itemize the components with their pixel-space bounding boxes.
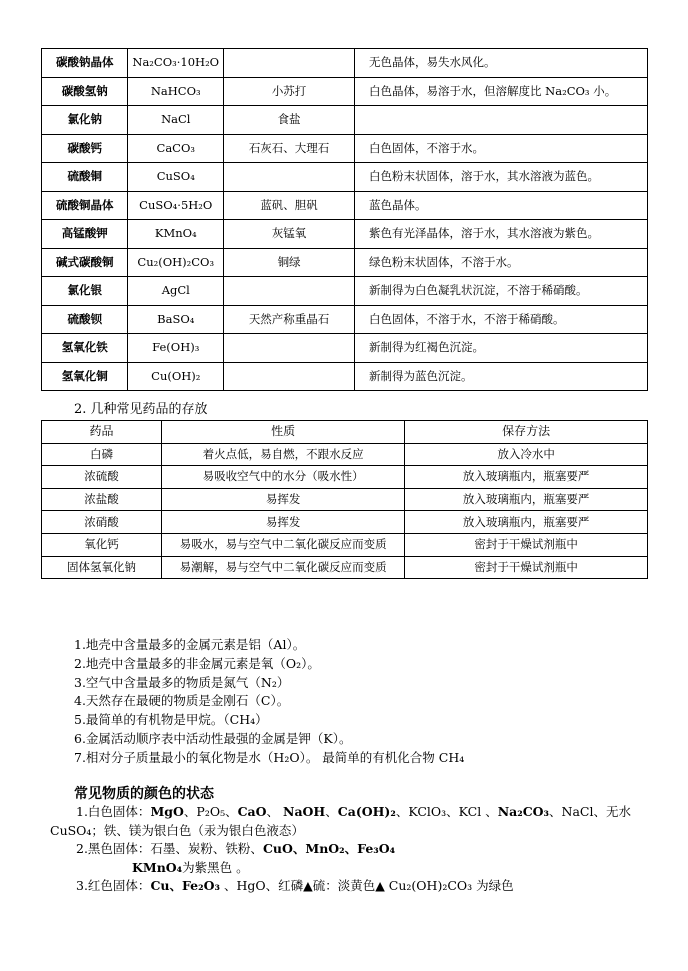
colors-section [50, 803, 650, 896]
drug-name: 氧化钙 [42, 533, 162, 556]
drug-property: 着火点低，易自燃，不跟水反应 [162, 443, 405, 466]
table-row [42, 305, 648, 334]
substance-name: 碱式碳酸铜 [42, 248, 128, 277]
substance-name: 碳酸钠晶体 [42, 49, 128, 78]
substance-formula: AgCl [128, 277, 224, 306]
substance-formula: CuSO₄ [128, 163, 224, 192]
drug-property: 易挥发 [162, 511, 405, 534]
table-row [42, 511, 648, 534]
table-row [42, 220, 648, 249]
section-title: 2. 几种常见药品的存放 [74, 402, 208, 417]
text: 、 [325, 804, 338, 819]
substance-alias: 灰锰氧 [224, 220, 355, 249]
substance-formula: Na₂CO₃·10H₂O [128, 49, 224, 78]
substance-formula: CaCO₃ [128, 134, 224, 163]
substance-name: 碳酸氢钠 [42, 77, 128, 106]
substance-name: 氯化银 [42, 277, 128, 306]
header-storage: 保存方法 [405, 421, 648, 444]
substance-description: 蓝色晶体。 [355, 191, 648, 220]
substance-formula: NaHCO₃ [128, 77, 224, 106]
substance-formula: CuSO₄·5H₂O [128, 191, 224, 220]
drug-storage: 放入玻璃瓶内，瓶塞要严 [405, 511, 648, 534]
table-row [42, 49, 648, 78]
text: 、P₂O₅、 [183, 804, 238, 819]
substance-alias: 铜绿 [224, 248, 355, 277]
substance-formula: BaSO₄ [128, 305, 224, 334]
substance-alias [224, 163, 355, 192]
substance-name: 氢氧化铜 [42, 362, 128, 391]
substance-description: 新制得为红褐色沉淀。 [355, 334, 648, 363]
storage-table [41, 420, 648, 579]
colors-heading: 常见物质的颜色的状态 [74, 786, 214, 802]
substance-description: 无色晶体，易失水风化。 [355, 49, 648, 78]
fact-item: 3.空气中含量最多的物质是氮气（N₂） [74, 674, 290, 690]
formula: NaOH [283, 804, 326, 819]
fact-item: 1.地壳中含量最多的金属元素是铝（Al）。 [74, 637, 306, 652]
table-row [42, 248, 648, 277]
drug-storage: 放入玻璃瓶内，瓶塞要严 [405, 466, 648, 489]
fact-item: 2.地壳中含量最多的非金属元素是氧（O₂）。 [74, 655, 320, 671]
fact-item: 5.最简单的有机物是甲烷。（CH₄） [74, 712, 268, 728]
substance-description: 白色粉末状固体，溶于水，其水溶液为蓝色。 [355, 163, 648, 192]
drug-name: 白磷 [42, 443, 162, 466]
drug-storage: 密封于干燥试剂瓶中 [405, 533, 648, 556]
drug-storage: 放入冷水中 [405, 443, 648, 466]
substance-formula: NaCl [128, 106, 224, 135]
table-row [42, 106, 648, 135]
substance-description: 新制得为蓝色沉淀。 [355, 362, 648, 391]
drug-name: 浓盐酸 [42, 488, 162, 511]
substance-name: 碳酸钙 [42, 134, 128, 163]
drug-storage: 密封于干燥试剂瓶中 [405, 556, 648, 579]
formula: MgO [150, 804, 184, 819]
table-row [42, 77, 648, 106]
substance-formula: KMnO₄ [128, 220, 224, 249]
substance-formula: Fe(OH)₃ [128, 334, 224, 363]
substance-name: 氢氧化铁 [42, 334, 128, 363]
table-row [42, 488, 648, 511]
text: 、NaCl、无水 [549, 804, 631, 819]
drug-storage: 放入玻璃瓶内，瓶塞要严 [405, 488, 648, 511]
fact-item: 6.金属活动顺序表中活动性最强的金属是钾（K）。 [74, 730, 352, 746]
substance-alias: 石灰石、大理石 [224, 134, 355, 163]
substance-formula: Cu₂(OH)₂CO₃ [128, 248, 224, 277]
facts-list [74, 636, 464, 768]
header-property: 性质 [162, 421, 405, 444]
table-row [42, 334, 648, 363]
text: 2.黑色固体：石墨、炭粉、铁粉、 [76, 841, 263, 857]
substance-alias [224, 334, 355, 363]
purple-black-line [50, 859, 650, 878]
substance-name: 高锰酸钾 [42, 220, 128, 249]
table-row [42, 191, 648, 220]
fact-item: 7.相对分子质量最小的氧化物是水（H₂O）。 最简单的有机化合物 CH₄ [74, 749, 465, 765]
table-row [42, 556, 648, 579]
substance-alias [224, 49, 355, 78]
red-solids-line [50, 877, 650, 896]
substance-alias: 小苏打 [224, 77, 355, 106]
text: 、 [266, 804, 284, 819]
substance-alias [224, 362, 355, 391]
text: 、KClO₃、KCl 、 [395, 804, 498, 819]
substance-name: 硫酸铜晶体 [42, 191, 128, 220]
text: 1.白色固体： [76, 804, 151, 819]
formula: CuO、MnO₂、Fe₃O₄ [262, 841, 396, 857]
substance-description: 白色固体，不溶于水，不溶于稀硝酸。 [355, 305, 648, 334]
drug-property: 易挥发 [162, 488, 405, 511]
table-row [42, 533, 648, 556]
drug-name: 固体氢氧化钠 [42, 556, 162, 579]
table-row [42, 466, 648, 489]
text: 、HgO、红磷▲硫：淡黄色▲ Cu₂(OH)₂CO₃ 为绿色 [219, 878, 514, 894]
text: 3.红色固体： [76, 878, 151, 894]
fact-item: 4.天然存在最硬的物质是金刚石（C）。 [74, 693, 290, 709]
formula: KMnO₄ [132, 859, 183, 875]
substance-description: 新制得为白色凝乳状沉淀，不溶于稀硝酸。 [355, 277, 648, 306]
drug-property: 易吸收空气中的水分（吸水性） [162, 466, 405, 489]
substance-description [355, 106, 648, 135]
substance-table [41, 48, 648, 391]
substance-alias: 天然产称重晶石 [224, 305, 355, 334]
table-row [42, 443, 648, 466]
substance-alias [224, 277, 355, 306]
black-solids-line [50, 840, 650, 859]
formula: Na₂CO₃ [497, 804, 550, 819]
substance-name: 硫酸钡 [42, 305, 128, 334]
substance-alias: 食盐 [224, 106, 355, 135]
table-row [42, 163, 648, 192]
drug-name: 浓硝酸 [42, 511, 162, 534]
white-solids-line-cont: CuSO₄；铁、镁为银白色（汞为银白色液态） [50, 822, 304, 838]
formula: CaO [237, 804, 267, 819]
formula: Cu、Fe₂O₃ [150, 878, 220, 894]
substance-formula: Cu(OH)₂ [128, 362, 224, 391]
drug-name: 浓硫酸 [42, 466, 162, 489]
substance-description: 绿色粉末状固体，不溶于水。 [355, 248, 648, 277]
drug-property: 易吸水，易与空气中二氧化碳反应而变质 [162, 533, 405, 556]
formula: Ca(OH)₂ [337, 804, 396, 819]
drug-property: 易潮解，易与空气中二氧化碳反应而变质 [162, 556, 405, 579]
header-drug: 药品 [42, 421, 162, 444]
substance-description: 白色晶体，易溶于水，但溶解度比 Na₂CO₃ 小。 [355, 77, 648, 106]
substance-description: 紫色有光泽晶体，溶于水，其水溶液为紫色。 [355, 220, 648, 249]
table-row [42, 134, 648, 163]
substance-alias: 蓝矾、胆矾 [224, 191, 355, 220]
text: 为紫黑色 。 [182, 859, 249, 875]
substance-name: 氯化钠 [42, 106, 128, 135]
white-solids-line [50, 803, 650, 822]
table-row [42, 362, 648, 391]
substance-description: 白色固体，不溶于水。 [355, 134, 648, 163]
substance-name: 硫酸铜 [42, 163, 128, 192]
table-row [42, 277, 648, 306]
